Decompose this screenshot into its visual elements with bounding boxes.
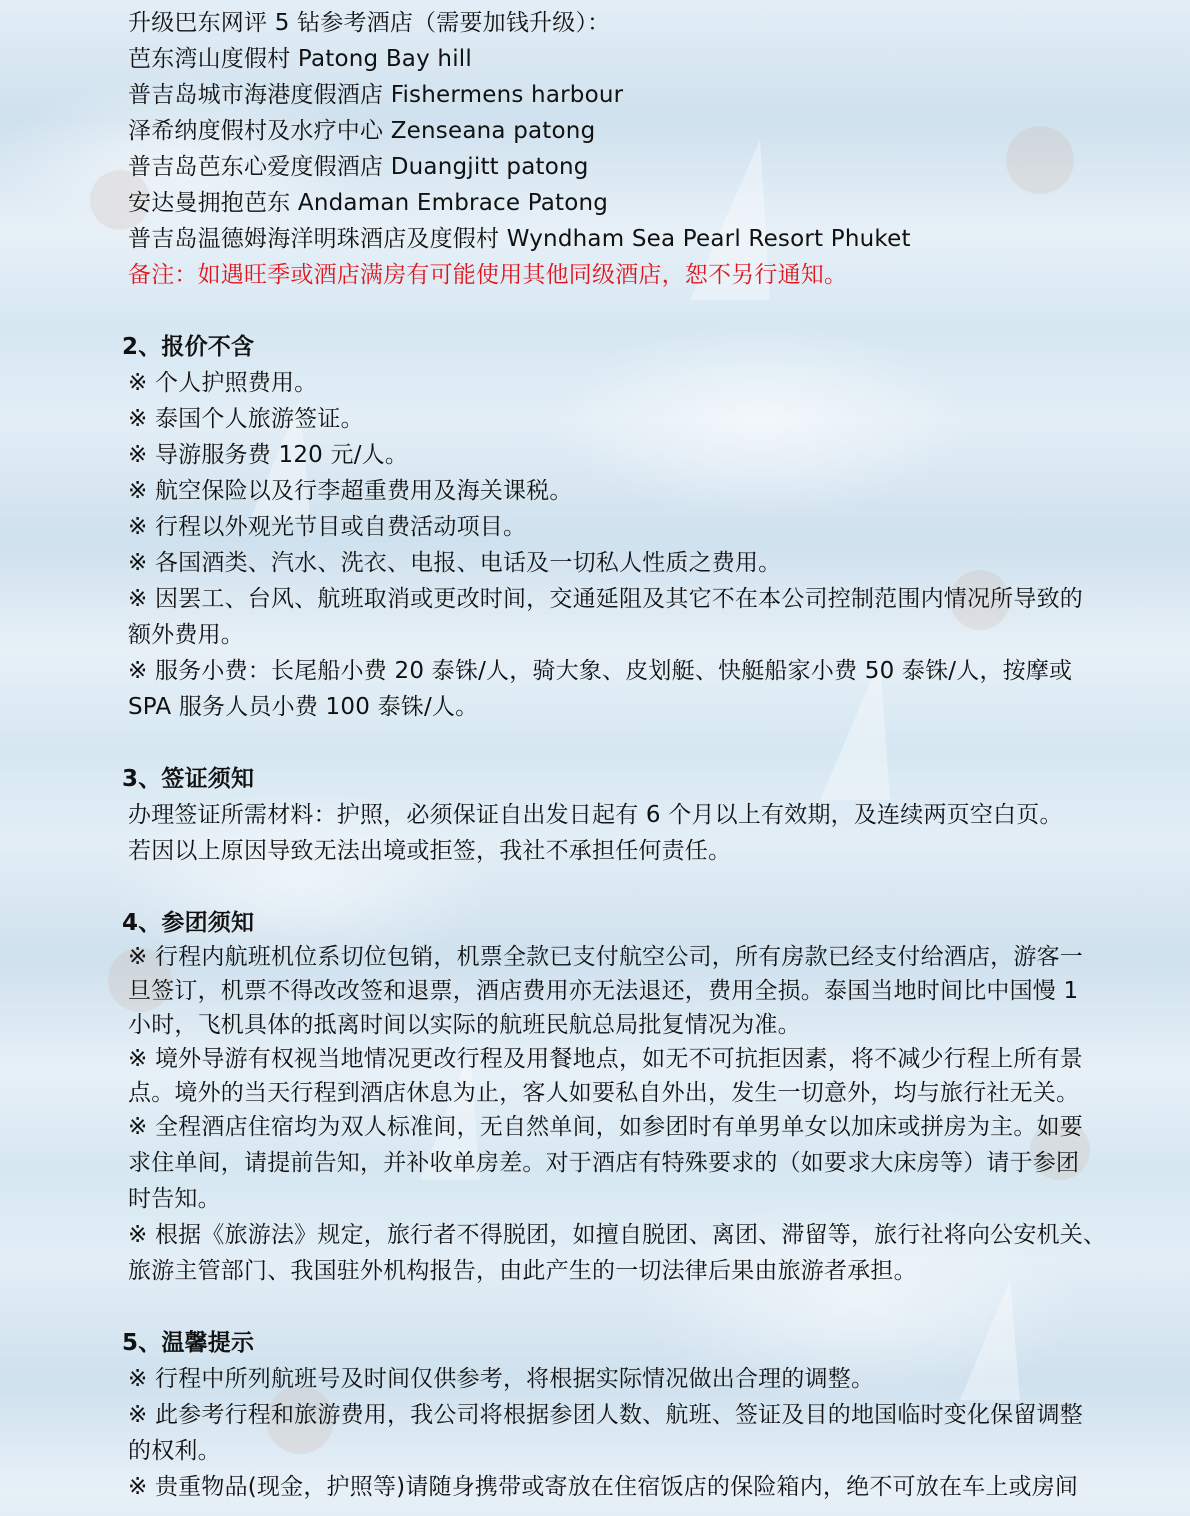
hotel-item: 普吉岛温德姆海洋明珠酒店及度假村 Wyndham Sea Pearl Resort Phuket <box>128 226 911 252</box>
tour-note: ※ 境外导游有权视当地情况更改行程及用餐地点，如无不可抗拒因素，将不减少行程上所有景 <box>128 1046 1083 1072</box>
excluded-item: 额外费用。 <box>128 622 244 648</box>
excluded-item: ※ 行程以外观光节目或自费活动项目。 <box>128 514 527 540</box>
excluded-item: ※ 航空保险以及行李超重费用及海关课税。 <box>128 478 573 504</box>
visa-text: 办理签证所需材料：护照，必须保证自出发日起有 6 个月以上有效期，及连续两页空白页。 <box>128 802 1063 828</box>
excluded-item: SPA 服务人员小费 100 泰铢/人。 <box>128 694 479 720</box>
hotel-item: 芭东湾山度假村 Patong Bay hill <box>128 46 472 72</box>
visa-text: 若因以上原因导致无法出境或拒签，我社不承担任何责任。 <box>128 838 732 864</box>
excluded-item: ※ 泰国个人旅游签证。 <box>128 406 364 432</box>
excluded-item: ※ 因罢工、台风、航班取消或更改时间，交通延阻及其它不在本公司控制范围内情况所导致的 <box>128 586 1083 612</box>
section-heading-visa: 3、签证须知 <box>122 766 255 792</box>
tour-note: ※ 行程内航班机位系切位包销，机票全款已支付航空公司，所有房款已经支付给酒店，游客一 <box>128 944 1083 970</box>
tip-item: ※ 贵重物品(现金，护照等)请随身携带或寄放在住宿饭店的保险箱内，绝不可放在车上或房间 <box>128 1474 1079 1500</box>
upgrade-title: 升级巴东网评 5 钻参考酒店（需要加钱升级）： <box>128 10 611 36</box>
tour-note: 求住单间，请提前告知，并补收单房差。对于酒店有特殊要求的（如要求大床房等）请于参团 <box>128 1150 1080 1176</box>
section-heading-tips: 5、温馨提示 <box>122 1330 255 1356</box>
hotel-item: 安达曼拥抱芭东 Andaman Embrace Patong <box>128 190 609 216</box>
section-heading-excluded: 2、报价不含 <box>122 334 255 360</box>
tour-note: 点。境外的当天行程到酒店休息为止，客人如要私自外出，发生一切意外，均与旅行社无关。 <box>128 1080 1080 1106</box>
excluded-item: ※ 服务小费：长尾船小费 20 泰铢/人，骑大象、皮划艇、快艇船家小费 50 泰铢/人，按摩或 <box>128 658 1073 684</box>
tip-item: ※ 行程中所列航班号及时间仅供参考，将根据实际情况做出合理的调整。 <box>128 1366 875 1392</box>
tour-note: ※ 全程酒店住宿均为双人标准间，无自然单间，如参团时有单男单女以加床或拼房为主。如要 <box>128 1114 1083 1140</box>
section-heading-tour-notes: 4、参团须知 <box>122 910 255 936</box>
tour-note: ※ 根据《旅游法》规定，旅行者不得脱团，如擅自脱团、离团、滞留等，旅行社将向公安机关、 <box>128 1222 1107 1248</box>
tour-note: 时告知。 <box>128 1186 221 1212</box>
tip-item: ※ 此参考行程和旅游费用，我公司将根据参团人数、航班、签证及目的地国临时变化保留调整 <box>128 1402 1083 1428</box>
hotel-item: 普吉岛芭东心爱度假酒店 Duangjitt patong <box>128 154 589 180</box>
excluded-item: ※ 导游服务费 120 元/人。 <box>128 442 409 468</box>
hotel-item: 泽希纳度假村及水疗中心 Zenseana patong <box>128 118 596 144</box>
tour-note: 小时，飞机具体的抵离时间以实际的航班民航总局批复情况为准。 <box>128 1012 801 1038</box>
tour-note: 旅游主管部门、我国驻外机构报告，由此产生的一切法律后果由旅游者承担。 <box>128 1258 917 1284</box>
tour-note: 旦签订，机票不得改改签和退票，酒店费用亦无法退还，费用全损。泰国当地时间比中国慢 1 <box>128 978 1079 1004</box>
tip-item: 的权利。 <box>128 1438 221 1464</box>
excluded-item: ※ 个人护照费用。 <box>128 370 318 396</box>
hotel-note: 备注：如遇旺季或酒店满房有可能使用其他同级酒店，恕不另行通知。 <box>128 262 848 288</box>
excluded-item: ※ 各国酒类、汽水、洗衣、电报、电话及一切私人性质之费用。 <box>128 550 782 576</box>
hotel-item: 普吉岛城市海港度假酒店 Fishermens harbour <box>128 82 624 108</box>
